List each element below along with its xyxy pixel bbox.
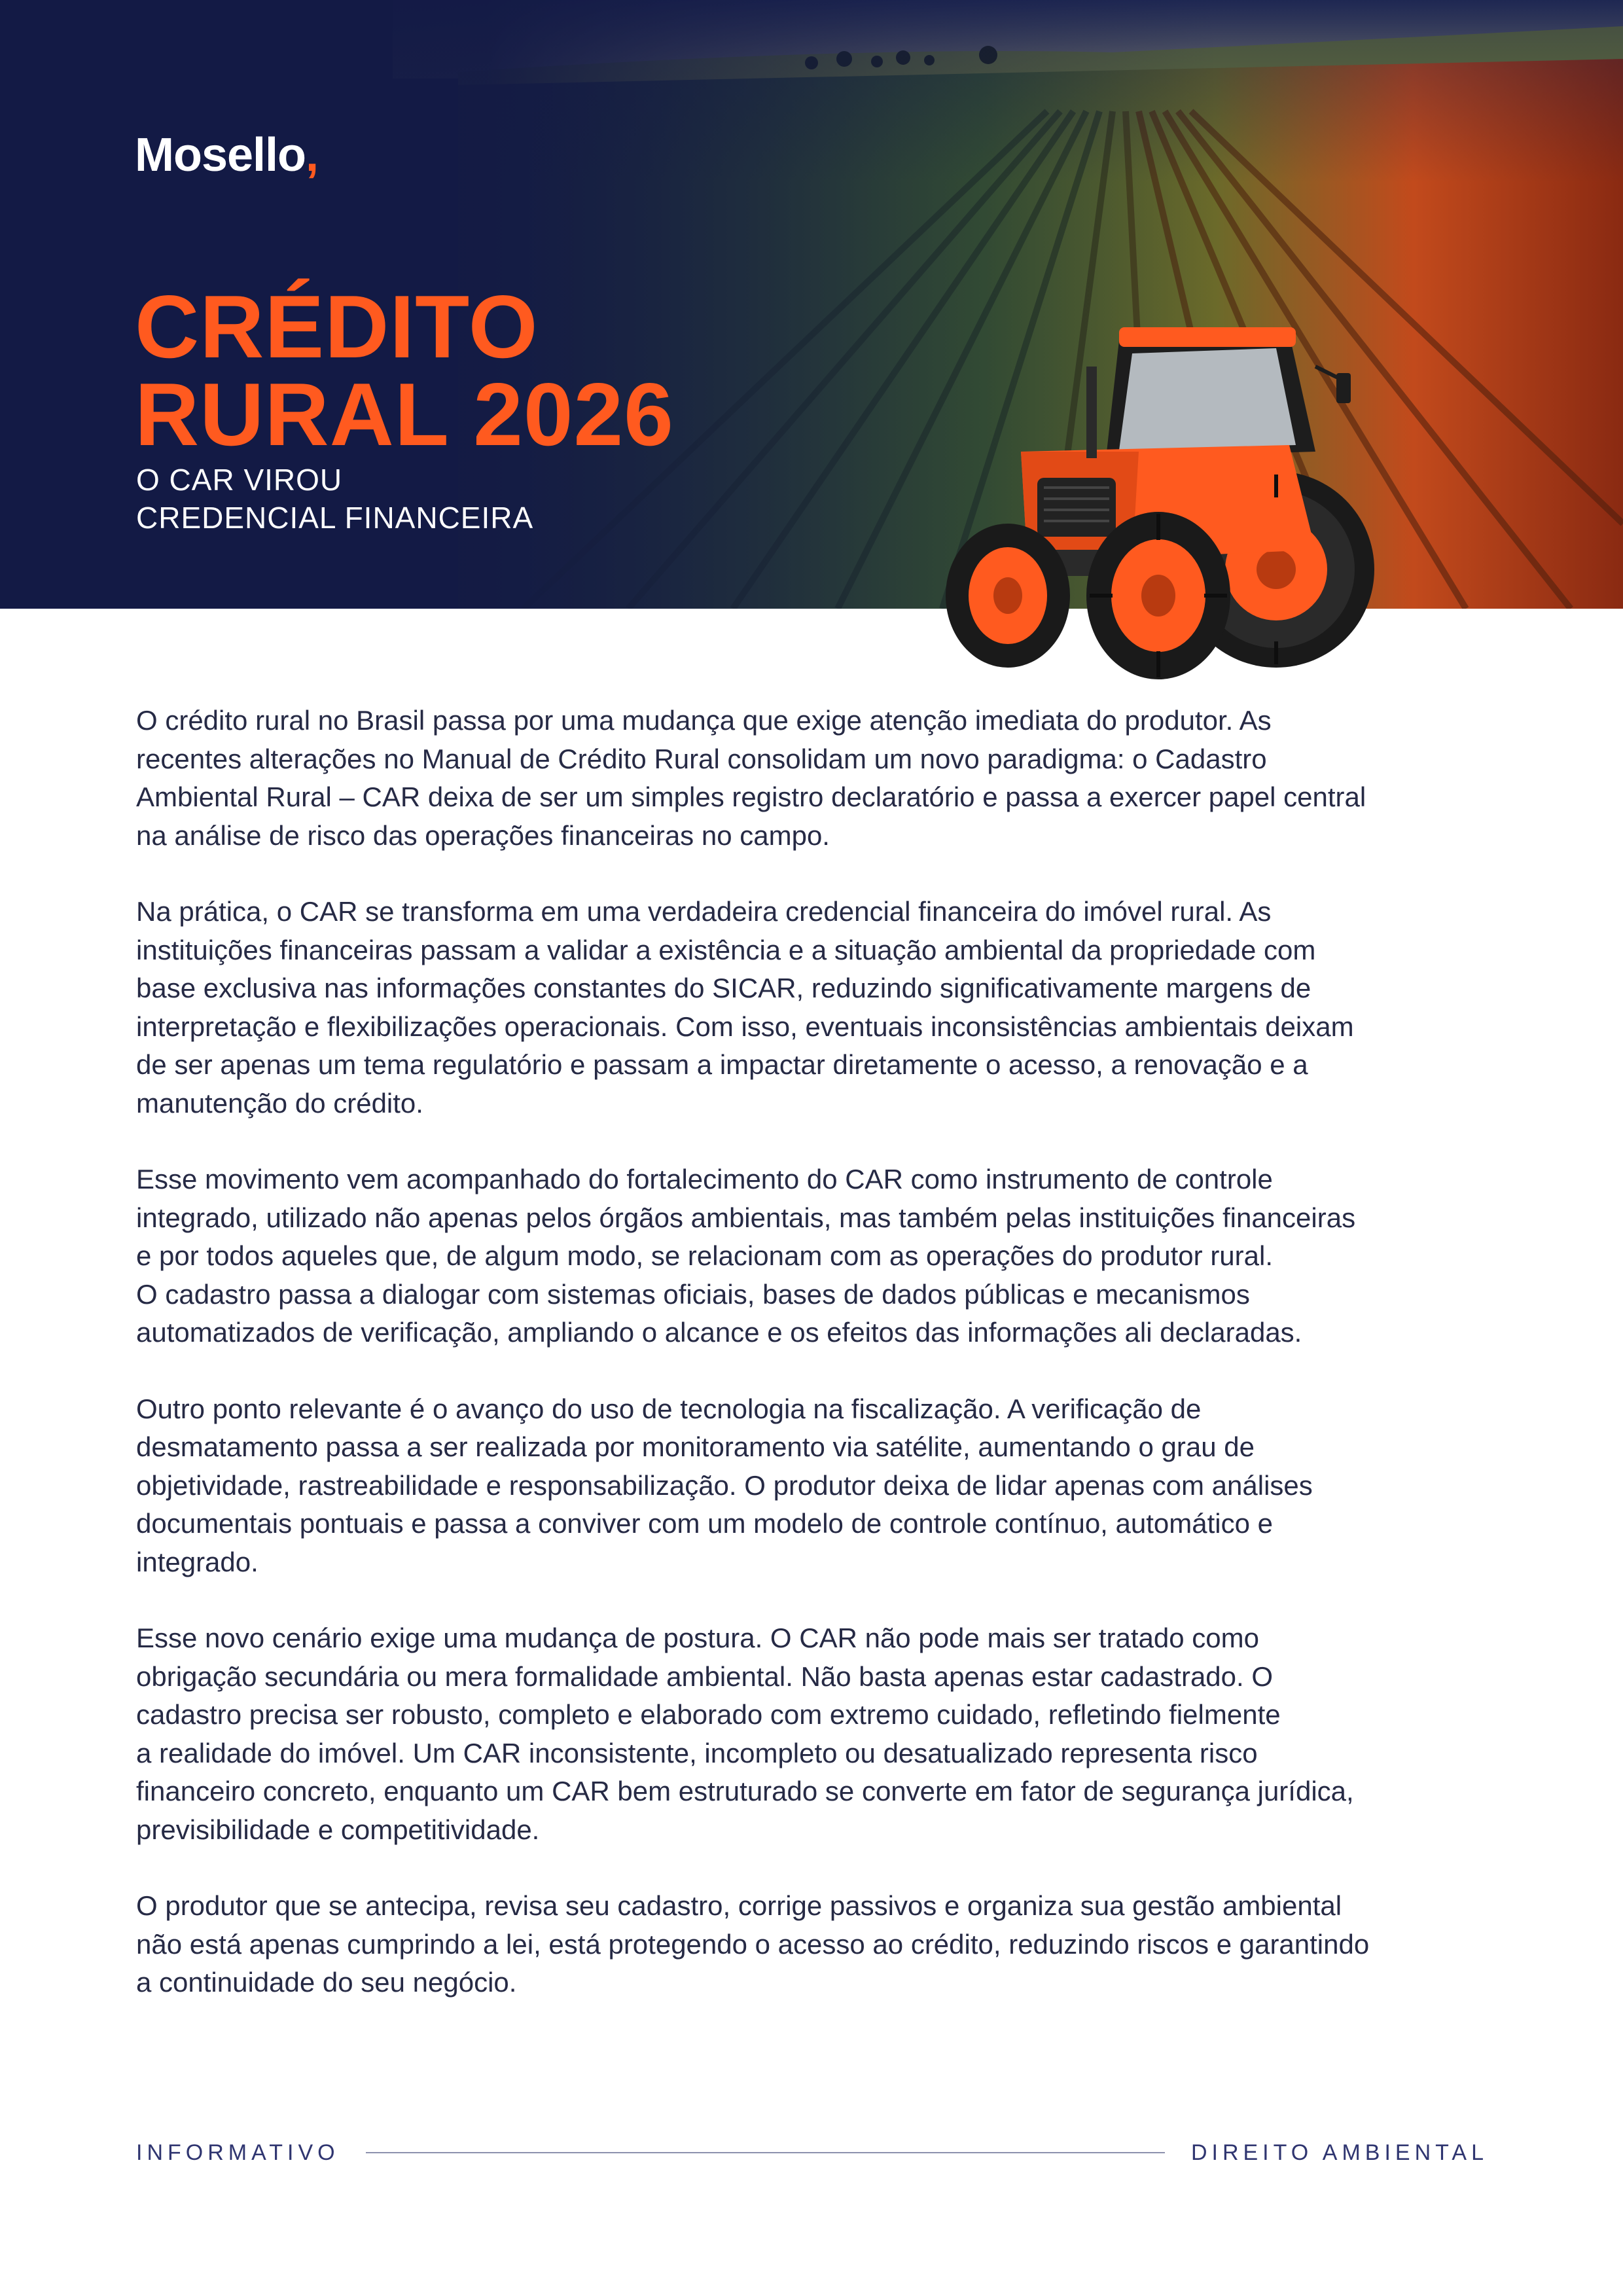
footer-divider <box>366 2152 1165 2153</box>
hero-subtitle <box>136 461 533 537</box>
paragraph: O produtor que se antecipa, revisa seu cadastro, corrige passivos e organiza sua gestão ambiental não está apenas cumprindo a lei, está protegendo o acesso ao crédito, reduzindo riscos e garantindo a continuidade do seu negócio. <box>136 1890 1370 1998</box>
hero-title-line: CRÉDITO <box>135 277 539 376</box>
paragraph: Esse movimento vem acompanhado do fortalecimento do CAR como instrumento de controle integrado, utilizado não apenas pelos órgãos ambientais, mas também pelas instituições financeiras e por todos aqueles que, de algum modo, se relacionam com as operações do produtor rural. O cadastro passa a dialogar com sistemas oficiais, bases de dados públicas e mecanismos automatizados de verificação, ampliando o alcance e os efeitos das informações ali declaradas. <box>136 1164 1356 1348</box>
footer-right-label: DIREITO AMBIENTAL <box>1190 2140 1488 2165</box>
page-footer <box>136 2136 1488 2169</box>
paragraph: O crédito rural no Brasil passa por uma mudança que exige atenção imediata do produtor. As recentes alterações no Manual de Crédito Rural consolidam um novo paradigma: o Cadastro Ambiental Rural – CAR deixa de ser um simples registro declaratório e passa a exercer papel central na análise de risco das operações financeiras no campo. <box>136 705 1366 851</box>
footer-left-label: INFORMATIVO <box>136 2140 340 2165</box>
hero-subtitle-line: CREDENCIAL FINANCEIRA <box>136 501 534 535</box>
article-body <box>136 702 1491 2040</box>
hero-title <box>135 277 674 464</box>
hero-subtitle-line: O CAR VIROU <box>136 463 343 497</box>
paragraph: Na prática, o CAR se transforma em uma verdadeira credencial financeira do imóvel rural. As instituições financeiras passam a validar a existência e a situação ambiental da propriedade com base exclusiva nas informações constantes do SICAR, reduzindo significativamente margens de interpretação e flexibilizações operacionais. Com isso, eventuais inconsistências ambientais deixam de ser apenas um tema regulatório e passam a impactar diretamente o acesso, a renovação e a manutenção do crédito. <box>136 896 1354 1119</box>
brand-logo: Mosello, <box>135 129 319 181</box>
tractor-illustration <box>923 288 1420 694</box>
hero-title-line: RURAL 2026 <box>135 365 674 464</box>
paragraph: Outro ponto relevante é o avanço do uso de tecnologia na fiscalização. A verificação de desmatamento passa a ser realizada por monitoramento via satélite, aumentando o grau de objetividade, rastreabilidade e responsabilização. O produtor deixa de lidar apenas com análises documentais pontuais e passa a conviver com um modelo de controle contínuo, automático e integrado. <box>136 1393 1313 1577</box>
paragraph: Esse novo cenário exige uma mudança de postura. O CAR não pode mais ser tratado como obrigação secundária ou mera formalidade ambiental. Não basta apenas estar cadastrado. O cadastro precisa ser robusto, completo e elaborado com extremo cuidado, refletindo fielmente a realidade do imóvel. Um CAR inconsistente, incompleto ou desatualizado representa risco financeiro concreto, enquanto um CAR bem estruturado se converte em fator de segurança jurídica, previsibilidade e competitividade. <box>136 1623 1354 1845</box>
